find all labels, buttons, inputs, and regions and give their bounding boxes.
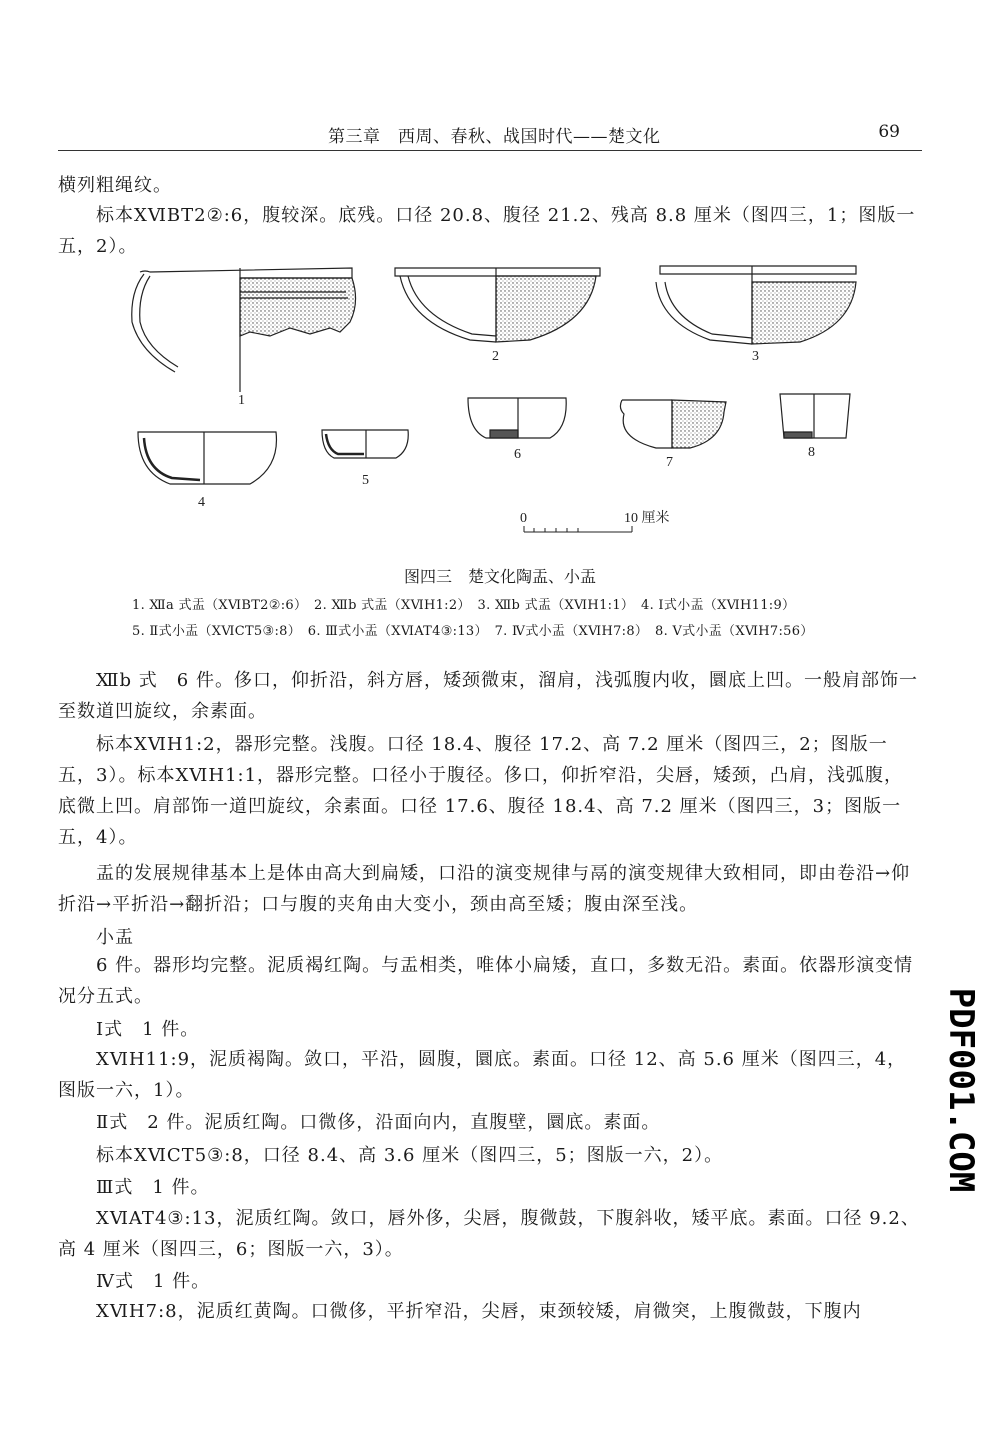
figure-label-1: 1 (238, 393, 245, 408)
figure-label-6: 6 (514, 447, 521, 462)
figure-label-8: 8 (808, 445, 815, 460)
paragraph-14: ⅩⅥH7:8，泥质红黄陶。口微侈，平折窄沿，尖唇，束颈较矮，肩微突，上腹微鼓，下腹内 (96, 1301, 862, 1322)
vessel-2-drawing (395, 268, 600, 342)
figure-caption: 图四三 楚文化陶盂、小盂 (403, 567, 596, 586)
paragraph-10: 标本ⅩⅥCT5③:8，口径 8.4、高 3.6 厘米（图四三，5；图版一六，2）。 (96, 1145, 724, 1166)
chapter-title: 第三章 西周、春秋、战国时代——楚文化 (328, 127, 661, 147)
figure-label-4: 4 (198, 495, 205, 510)
paragraph-4: 盂的发展规律基本上是体由高大到扁矮，口沿的演变规律与鬲的演变规律大致相同，即由卷沿→仰折沿→平折沿→翻折沿；口与腹的夹角由大变小，颈由高至矮；腹由深至浅。 (58, 863, 911, 915)
watermark (936, 987, 986, 1193)
vessel-6-drawing (468, 398, 566, 438)
paragraph-13: Ⅳ式 1 件。 (96, 1271, 211, 1292)
figure-label-3: 3 (752, 349, 759, 364)
vessel-8-drawing (780, 394, 850, 438)
vessel-5-drawing (322, 430, 408, 458)
vessel-1-drawing (132, 268, 356, 392)
scale-zero: 0 (520, 511, 527, 526)
scale-bar (524, 526, 632, 532)
paragraph-11: Ⅲ式 1 件。 (96, 1177, 210, 1198)
watermark-text: PDF001.COM (941, 987, 981, 1193)
header-rule (58, 150, 922, 151)
vessel-7-drawing (620, 400, 726, 448)
figure-legend-line-2: 5. Ⅱ式小盂（ⅩⅥCT5③:8） 6. Ⅲ式小盂（ⅩⅥAT4③:13） 7. Ⅳ式小盂（ⅩⅥH7:8） 8. Ⅴ式小盂（ⅩⅥH7:56） (132, 624, 814, 639)
paragraph-5: 小盂 (96, 927, 134, 948)
vessel-3-drawing (656, 266, 856, 344)
figure-drawings (100, 262, 900, 542)
pottery-drawings (100, 262, 900, 542)
figure-label-7: 7 (666, 455, 673, 470)
figure-legend-line-1: 1. Ⅻa 式盂（ⅩⅥBT2②:6） 2. Ⅻb 式盂（ⅩⅥH1:2） 3. Ⅻb 式盂（ⅩⅥH1:1） 4. Ⅰ式小盂（ⅩⅥH11:9） (132, 598, 796, 613)
paragraph-7: Ⅰ式 1 件。 (96, 1019, 200, 1040)
paragraph-2: Ⅻb 式 6 件。侈口，仰折沿，斜方唇，矮颈微束，溜肩，浅弧腹内收，圜底上凹。一般肩部饰一至数道凹旋纹，余素面。 (58, 670, 918, 722)
paragraph-3: 标本ⅩⅥH1:2，器形完整。浅腹。口径 18.4、腹径 17.2、高 7.2 厘米（图四三，2；图版一五，3）。标本ⅩⅥH1:1，器形完整。口径小于腹径。侈口，仰折窄沿，尖唇，矮颈，凸肩，浅弧腹，底微上凹。肩部饰一道凹旋纹，余素面。口径 17.6、腹径 18.4、高 7.2 厘米（图四三，3；图版一五，4）。 (58, 734, 904, 848)
vessel-4-drawing (138, 432, 276, 484)
paragraph-1: 标本ⅩⅥBT2②:6，腹较深。底残。口径 20.8、腹径 21.2、残高 8.8 厘米（图四三，1；图版一五，2）。 (58, 205, 916, 257)
paragraph-0: 横列粗绳纹。 (58, 175, 172, 196)
running-header (58, 122, 922, 148)
paragraph-9: Ⅱ式 2 件。泥质红陶。口微侈，沿面向内，直腹壁，圜底。素面。 (96, 1112, 661, 1133)
page-number: 69 (878, 122, 900, 142)
paragraph-8: ⅩⅥH11:9，泥质褐陶。敛口，平沿，圆腹，圜底。素面。口径 12、高 5.6 厘米（图四三，4，图版一六，1）。 (58, 1049, 907, 1101)
paragraph-12: ⅩⅥAT4③:13，泥质红陶。敛口，唇外侈，尖唇，腹微鼓，下腹斜收，矮平底。素面。口径 9.2、高 4 厘米（图四三，6；图版一六，3）。 (58, 1208, 920, 1260)
figure-label-5: 5 (362, 473, 369, 488)
paragraph-6: 6 件。器形均完整。泥质褐红陶。与盂相类，唯体小扁矮，直口，多数无沿。素面。依器形演变情况分五式。 (58, 955, 914, 1007)
figure-label-2: 2 (492, 349, 499, 364)
scale-label: 10 厘米 (624, 511, 670, 526)
